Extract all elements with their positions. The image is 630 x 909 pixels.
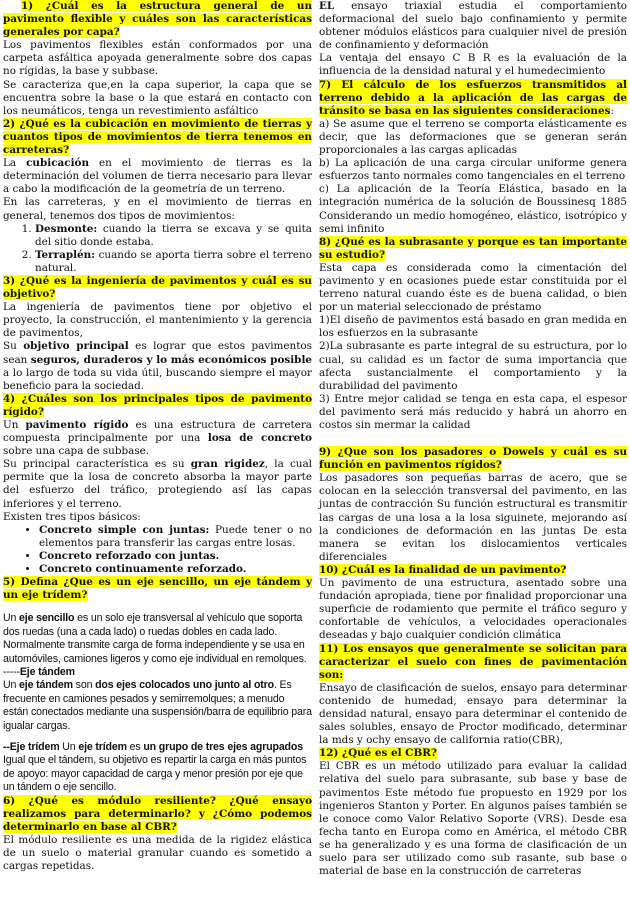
question-6-heading: 6) ¿Qué es módulo resiliente? ¿Qué ensayo realizamos para determinarlo? y ¿Cómo podemos determinarlo en base al CBR? bbox=[3, 794, 312, 833]
paragraph: EL ensayo triaxial estudia el comportamiento deformacional del suelo bajo confinamiento y permite obtener módulos elásticos para cualquier nivel de presión de confinamiento y deformación bbox=[319, 0, 627, 52]
question-7-heading: 7) El cálculo de los esfuerzos transmitidos al terreno debido a la aplicación de las cargas de tránsito se basa en las siguientes consideraciones: bbox=[319, 78, 627, 117]
left-column bbox=[3, 0, 312, 873]
paragraph: 1)El diseño de pavimentos está basado en gran medida en los esfuerzos en la subrasante bbox=[319, 314, 627, 340]
paragraph: El CBR es un método utilizado para evaluar la calidad relativa del suelo para subrasante, sub base y base de pavimentos Este método fue propuesto en 1929 por los ingenieros Stanton y Porter. En algunos países también se le conoce como Valor Relativo Soporte (VRS). Desde esa fecha tanto en Europa como en América, el método CBR se ha generalizado y es una forma de clasificación de un suelo para ser utilizado como sub rasante, sub base o material de base en la construcción de carreteras bbox=[319, 760, 627, 878]
paragraph: Los pasadores son pequeñas barras de acero, que se colocan en la selección transversal del pavimento, en las juntas de contracción Su función estructural es transmitir las cargas de una losa a la losa siguinete, mejorando así la condiciones de deformación en las juntas De esta manera se evitan los dislocamientos verticales diferenciales bbox=[319, 472, 627, 563]
list-item: • Concreto reforzado con juntas. bbox=[39, 550, 312, 563]
paragraph: Un pavimento de una estructura, asentado sobre una fundación apropiada, tiene por finalidad proporcionar una superficie de rodamiento que permite el tráfico seguro y confortable de vehículos, a velocidades operacionales deseadas y bajo cualquier condición climática bbox=[319, 577, 627, 642]
list-item: 1. Desmonte: cuando la tierra se excava y se quita del sitio donde estaba. bbox=[35, 223, 312, 249]
paragraph: Existen tres tipos básicos: bbox=[3, 510, 141, 523]
list-item: • Concreto simple con juntas: Puede tener o no elementos para transferir las cargas entre losas. bbox=[39, 524, 312, 550]
paragraph: Un eje tándem son dos ejes colocados uno junto al otro. Es frecuente en camiones pesados y semirremolques; a menudo están conectados mediante una suspensión/barra de equilibrio para igualar cargas. bbox=[3, 679, 312, 732]
paragraph: Su objetivo principal es lograr que estos pavimentos sean seguros, duraderos y lo más económicos posible a lo largo de toda su vida útil, buscando siempre el mayor beneficio para la sociedad. bbox=[3, 340, 312, 392]
paragraph: Se caracteriza que,en la capa superior, la capa que se encuentra sobre la base o la que estará en contacto con los neumáticos, tenga un revestimiento asfáltico bbox=[3, 78, 312, 117]
rigid-pavement-types-list bbox=[3, 524, 312, 576]
paragraph: Los pavimentos flexibles están conformados por una carpeta asfáltica apoyada generalmente sobre dos capas no rígidas, la base y subbase. bbox=[3, 39, 312, 78]
paragraph: 2)La subrasante es parte integral de su estructura, por lo cual, su calidad es un factor de suma importancia que afecta sustancialmente el comportamiento y la durabilidad del pavimento bbox=[319, 340, 627, 392]
question-1-heading: 1) ¿Cuál es la estructura general de un pavimento flexible y cuáles son las características generales por capa? bbox=[3, 0, 312, 39]
question-4-heading: 4) ¿Cuáles son los principales tipos de pavimento rígido? bbox=[3, 392, 312, 418]
paragraph: --Eje trídem Un eje trídem es un grupo de tres ejes agrupados Igual que el tándem, su objetivo es repartir la carga en más puntos de apoyo: mayor capacidad de carga y menor presión por eje que un tándem o eje sencillo. bbox=[3, 740, 307, 794]
paragraph: La ventaja del ensayo C B R es la evaluación de la influencia de la densidad natural y el humedecimiento bbox=[319, 52, 627, 78]
paragraph: c) La aplicación de la Teoría Elástica, basado en la integración numérica de la solución de Boussinesq 1885 Considerando un medio homogéneo, elástico, isotrópico y semi infinito bbox=[319, 183, 627, 235]
question-5-heading: 5) Defina ¿Que es un eje sencillo, un eje tándem y un eje trídem? bbox=[3, 576, 312, 602]
paragraph: Esta capa es considerada como la cimentación del pavimento y en ocasiones puede estar constituida por el terreno natural cuando éste es de buena calidad, o bien por un material seleccionado de préstamo bbox=[319, 261, 627, 314]
question-9-heading: 9) ¿Que son los pasadores o Dowels y cuál es su función en pavimentos rígidos? bbox=[319, 446, 627, 472]
earthwork-types-list bbox=[3, 223, 312, 275]
paragraph: En las carreteras, y en el movimiento de tierras en general, tenemos dos tipos de movimientos: bbox=[3, 196, 312, 222]
paragraph: Un pavimento rígido es una estructura de carretera compuesta principalmente por una losa de concreto sobre una capa de subbase. bbox=[3, 419, 312, 458]
question-3-heading: 3) ¿Qué es la ingeniería de pavimentos y cuál es su objetivo? bbox=[3, 274, 312, 301]
list-item: • Concreto continuamente reforzado. bbox=[39, 563, 312, 576]
paragraph: Ensayo de clasificación de suelos, ensayo para determinar contenido de humedad, ensayo para determinar la densidad natural, ensayo para determinar el contenido de sales solubles, ensayo de Proctor modificado, determinar la mds y ochy ensayo de california ratio(CBR), bbox=[319, 681, 627, 747]
right-column bbox=[319, 0, 627, 878]
paragraph: Un eje sencillo es un solo eje transversal al vehículo que soporta dos ruedas (una a cada lado) o ruedas dobles en cada lado. Normalmente transmite carga de forma independiente y se usa en automóviles, camiones ligeros y como eje individual en remolques. -----Eje tándem bbox=[3, 612, 307, 678]
question-11-heading: 11) Los ensayos que generalmente se solicitan para caracterizar el suelo con fines de pavimentación son: bbox=[319, 642, 627, 681]
paragraph: a) Se asume que el terreno se comporta elásticamente es decir, que las deformaciones que se generan serán proporcionales a las cargas aplicadas bbox=[319, 117, 627, 157]
paragraph: La ingeniería de pavimentos tiene por objetivo el proyecto, la construcción, el mantenimiento y la gerencia de pavimentos, bbox=[3, 301, 312, 340]
paragraph: 3) Entre mejor calidad se tenga en esta capa, el espesor del pavimento será más reducido y habrá un ahorro en costos sin mermar la calidad bbox=[319, 392, 627, 431]
paragraph: b) La aplicación de una carga circular uniforme genera esfuerzos tanto normales como tangenciales en el terreno bbox=[319, 157, 627, 183]
paragraph: La cubicación en el movimiento de tierras es la determinación del volumen de tierra necesario para llevar a cabo la modificación de la geometría de un terreno. bbox=[3, 157, 313, 196]
question-2-heading: 2) ¿Qué es la cubicación en movimiento de tierras y cuantos tipos de movimientos de tierra tenemos en carreteras? bbox=[3, 117, 312, 157]
question-8-heading: 8) ¿Qué es la subrasante y porque es tan importante su estudio? bbox=[319, 235, 627, 261]
list-item: 2. Terraplén: cuando se aporta tierra sobre el terreno natural. bbox=[35, 249, 312, 275]
question-10-heading: 10) ¿Cuál es la finalidad de un pavimento? bbox=[319, 563, 567, 576]
question-12-heading: 12) ¿Qué es el CBR? bbox=[319, 747, 437, 760]
paragraph: El módulo resiliente es una medida de la rigidez elástica de un suelo o material granular cuando es sometido a cargas repetidas. bbox=[3, 833, 312, 873]
paragraph: Su principal característica es su gran rigidez, la cual permite que la losa de concreto absorba la mayor parte del esfuerzo del tráfico, protegiendo así las capas inferiores y el terreno. bbox=[3, 458, 312, 510]
